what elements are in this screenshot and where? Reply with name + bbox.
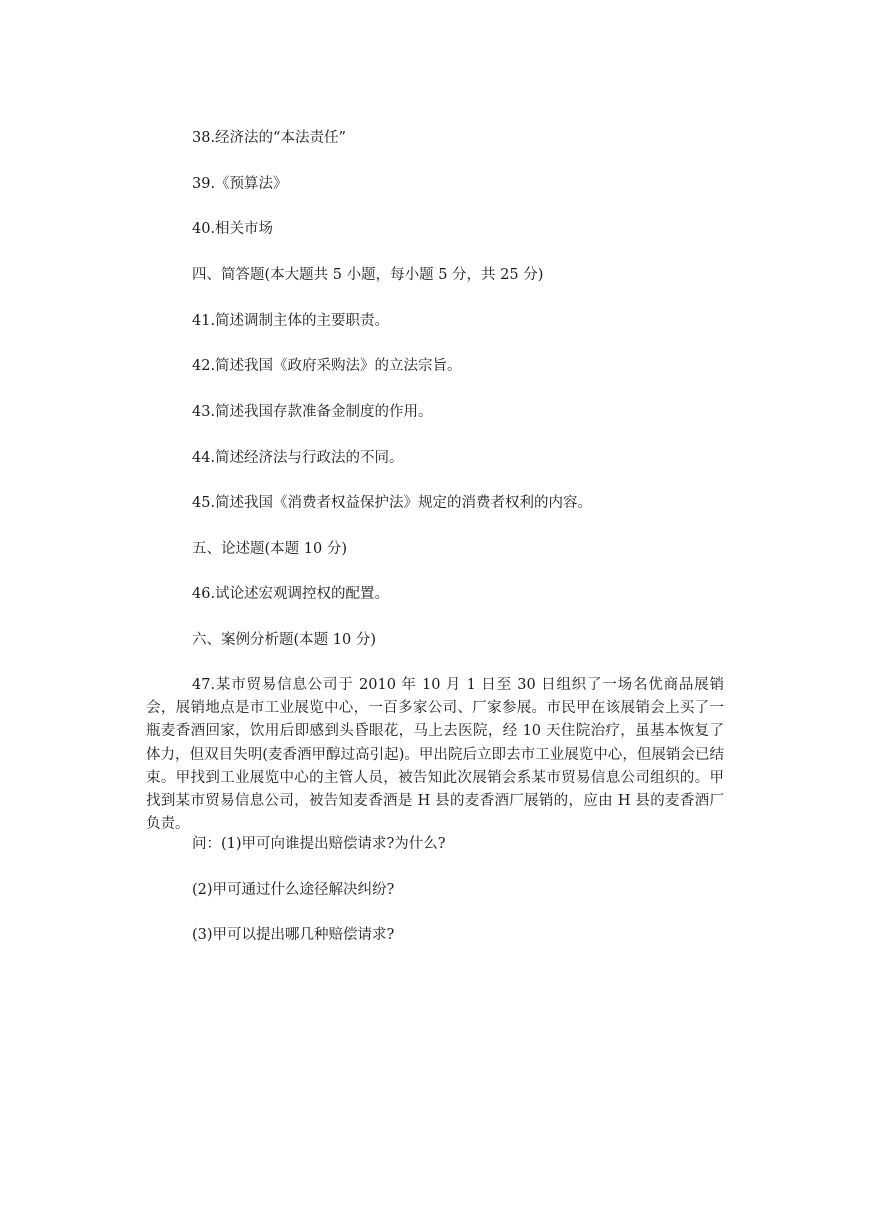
- question-45: 45.简述我国《消费者权益保护法》规定的消费者权利的内容。: [192, 495, 593, 511]
- case-question-2: (2)甲可通过什么途径解决纠纷?: [192, 882, 395, 898]
- section-heading-case-analysis: 六、案例分析题(本题 10 分): [192, 632, 376, 648]
- term-39: 39.《预算法》: [192, 176, 288, 192]
- question-44: 44.简述经济法与行政法的不同。: [192, 450, 404, 466]
- section-heading-short-answer: 四、简答题(本大题共 5 小题，每小题 5 分，共 25 分): [192, 267, 544, 283]
- case-47-paragraph: 47.某市贸易信息公司于 2010 年 10 月 1 日至 30 日组织了一场名优商品展销会，展销地点是市工业展览中心，一百多家公司、厂家参展。市民甲在该展销会上买了一瓶麦香酒回家，饮用后即感到头昏眼花，马上去医院，经 10 天住院治疗，虽基本恢复了体力，但双目失明(麦香酒甲醇过高引起)。甲出院后立即去市工业展览中心，但展销会已结束。甲找到工业展览中心的主管人员，被告知此次展销会系某市贸易信息公司组织的。甲找到某市贸易信息公司，被告知麦香酒是 H 县的麦香酒厂展销的，应由 H 县的麦香酒厂负责。: [146, 677, 724, 833]
- case-question-1: 问：(1)甲可向谁提出赔偿请求?为什么?: [192, 836, 446, 852]
- question-41: 41.简述调制主体的主要职责。: [192, 313, 390, 329]
- case-question-3: (3)甲可以提出哪几种赔偿请求?: [192, 927, 395, 943]
- section-heading-essay: 五、论述题(本题 10 分): [192, 541, 347, 557]
- term-38: 38.经济法的“本法责任”: [192, 130, 346, 146]
- question-43: 43.简述我国存款准备金制度的作用。: [192, 404, 433, 420]
- question-42: 42.简述我国《政府采购法》的立法宗旨。: [192, 358, 462, 374]
- term-40: 40.相关市场: [192, 221, 274, 237]
- question-46: 46.试论述宏观调控权的配置。: [192, 586, 390, 602]
